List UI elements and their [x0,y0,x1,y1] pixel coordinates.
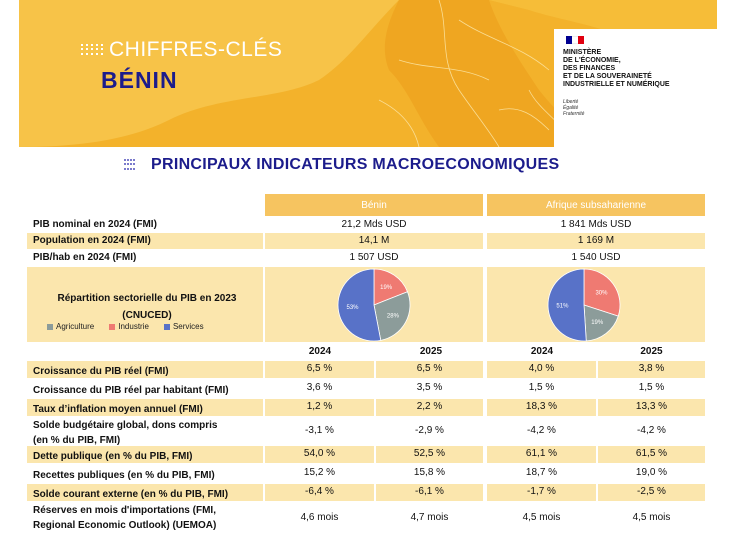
dots-icon [81,44,103,56]
pie-data-label: 28% [386,313,399,320]
table-row [27,233,705,249]
table-row [27,465,705,482]
value-cell: 4,6 mois [300,512,339,523]
kicker-text: CHIFFRES-CLÉS [109,38,283,61]
pie-legend [47,322,204,331]
table-row [27,399,705,416]
value-cell: 52,5 % [413,448,446,459]
years-row [27,344,705,360]
cell-ssa: 1 169 M [577,235,615,246]
value-cell: 15,2 % [303,467,336,478]
ministry-name: MINISTÈRE DE L'ÉCONOMIE, DES FINANCES ET DE LA SOUVERAINETÉ INDUSTRIELLE ET NUMÉRIQUE [563,49,670,88]
country-title: BÉNIN [101,67,178,93]
legend-label: Industrie [118,322,149,331]
legend-label: Services [172,322,204,331]
value-cell: -2,9 % [415,425,444,436]
year-header: 2025 [419,346,443,357]
value-cell: 3,6 % [306,382,333,393]
row-label-line: Croissance du PIB réel (FMI) [33,366,169,377]
value-cell: 2,2 % [416,401,443,412]
legend-item [47,322,94,331]
french-flag-icon [566,36,584,44]
pie-data-label: 51% [556,303,569,310]
pie-chart-benin [334,265,414,345]
pie-section-title [27,290,267,324]
row-label [33,449,192,464]
legend-swatch [109,324,115,330]
legend-item [109,322,149,331]
table-row [27,250,705,266]
value-cell: 3,5 % [416,382,443,393]
row-label [33,402,203,417]
pie-title-line2: (CNUCED) [122,310,172,321]
cell-benin: 1 507 USD [349,252,399,263]
value-cell: 15,8 % [413,467,446,478]
row-label-line: Solde budgétaire global, dons compris [33,420,218,431]
row-label-line: Regional Economic Outlook) (UEMOA) [33,520,217,531]
row-label: Population en 2024 (FMI) [33,235,151,246]
table-row [27,380,705,397]
value-cell: 54,0 % [303,448,336,459]
value-cell: 6,5 % [416,363,443,374]
pie-data-label: 19% [591,320,604,327]
dots-icon [124,159,136,171]
value-cell: -4,2 % [527,425,556,436]
row-label-line: Solde courant externe (en % du PIB, FMI) [33,489,229,500]
year-header: 2024 [530,346,554,357]
pie-chart-ssa [544,265,624,345]
table-row [27,418,705,445]
column-header-ssa: Afrique subsaharienne [487,194,705,216]
pie-data-label: 19% [380,285,393,292]
table-row [27,446,705,463]
kicker [81,38,282,62]
value-cell: 61,1 % [525,448,558,459]
value-cell: 3,8 % [638,363,665,374]
value-cell: 61,5 % [635,448,668,459]
value-cell: 4,5 mois [522,512,561,523]
pie-data-label: 30% [595,290,608,297]
row-label-line: Taux d’inflation moyen annuel (FMI) [33,404,203,415]
column-header-benin: Bénin [265,194,483,216]
pie-data-label: 53% [346,305,359,312]
value-cell: -6,4 % [305,486,334,497]
row-label [33,383,229,398]
value-cell: 18,3 % [525,401,558,412]
row-label-line: Réserves en mois d'importations (FMI, [33,505,216,516]
legend-swatch [164,324,170,330]
row-label-line: Croissance du PIB réel par habitant (FMI) [33,385,229,396]
section-title: PRINCIPAUX INDICATEURS MACROECONOMIQUES [151,156,560,173]
table-row [27,217,705,233]
cell-benin: 14,1 M [358,235,390,246]
row-label [33,487,228,502]
row-label [33,503,216,533]
pie-title-line1: Répartition sectorielle du PIB en 2023 [57,293,237,304]
row-label-line: Recettes publiques (en % du PIB, FMI) [33,470,215,481]
row-label [33,364,169,379]
value-cell: 4,7 mois [410,512,449,523]
ministry-logo-block [554,29,717,147]
table-row [27,484,705,501]
value-cell: 19,0 % [635,467,668,478]
value-cell: 18,7 % [525,467,558,478]
value-cell: 1,5 % [528,382,555,393]
ministry-motto: Liberté Égalité Fraternité [563,99,585,117]
legend-swatch [47,324,53,330]
table-row [27,361,705,378]
legend-label: Agriculture [56,322,95,331]
year-header: 2024 [308,346,332,357]
cell-ssa: 1 841 Mds USD [560,219,632,230]
value-cell: 6,5 % [306,363,333,374]
row-label-line: (en % du PIB, FMI) [33,435,121,446]
value-cell: -1,7 % [527,486,556,497]
table-row [27,503,705,535]
pie-slice-services [338,269,381,341]
value-cell: 4,0 % [528,363,555,374]
value-cell: 1,5 % [638,382,665,393]
value-cell: -3,1 % [305,425,334,436]
row-label-line: Dette publique (en % du PIB, FMI) [33,451,193,462]
value-cell: 1,2 % [306,401,333,412]
row-label [33,468,215,483]
value-cell: -4,2 % [637,425,666,436]
cell-ssa: 1 540 USD [571,252,621,263]
row-label: PIB/hab en 2024 (FMI) [33,252,137,263]
row-label: PIB nominal en 2024 (FMI) [33,219,157,230]
section-heading [124,156,559,174]
header-banner [19,0,717,147]
legend-item [164,322,204,331]
value-cell: 13,3 % [635,401,668,412]
value-cell: -2,5 % [637,486,666,497]
value-cell: 4,5 mois [632,512,671,523]
value-cell: -6,1 % [415,486,444,497]
cell-benin: 21,2 Mds USD [341,219,407,230]
row-label [33,418,217,448]
year-header: 2025 [640,346,663,357]
